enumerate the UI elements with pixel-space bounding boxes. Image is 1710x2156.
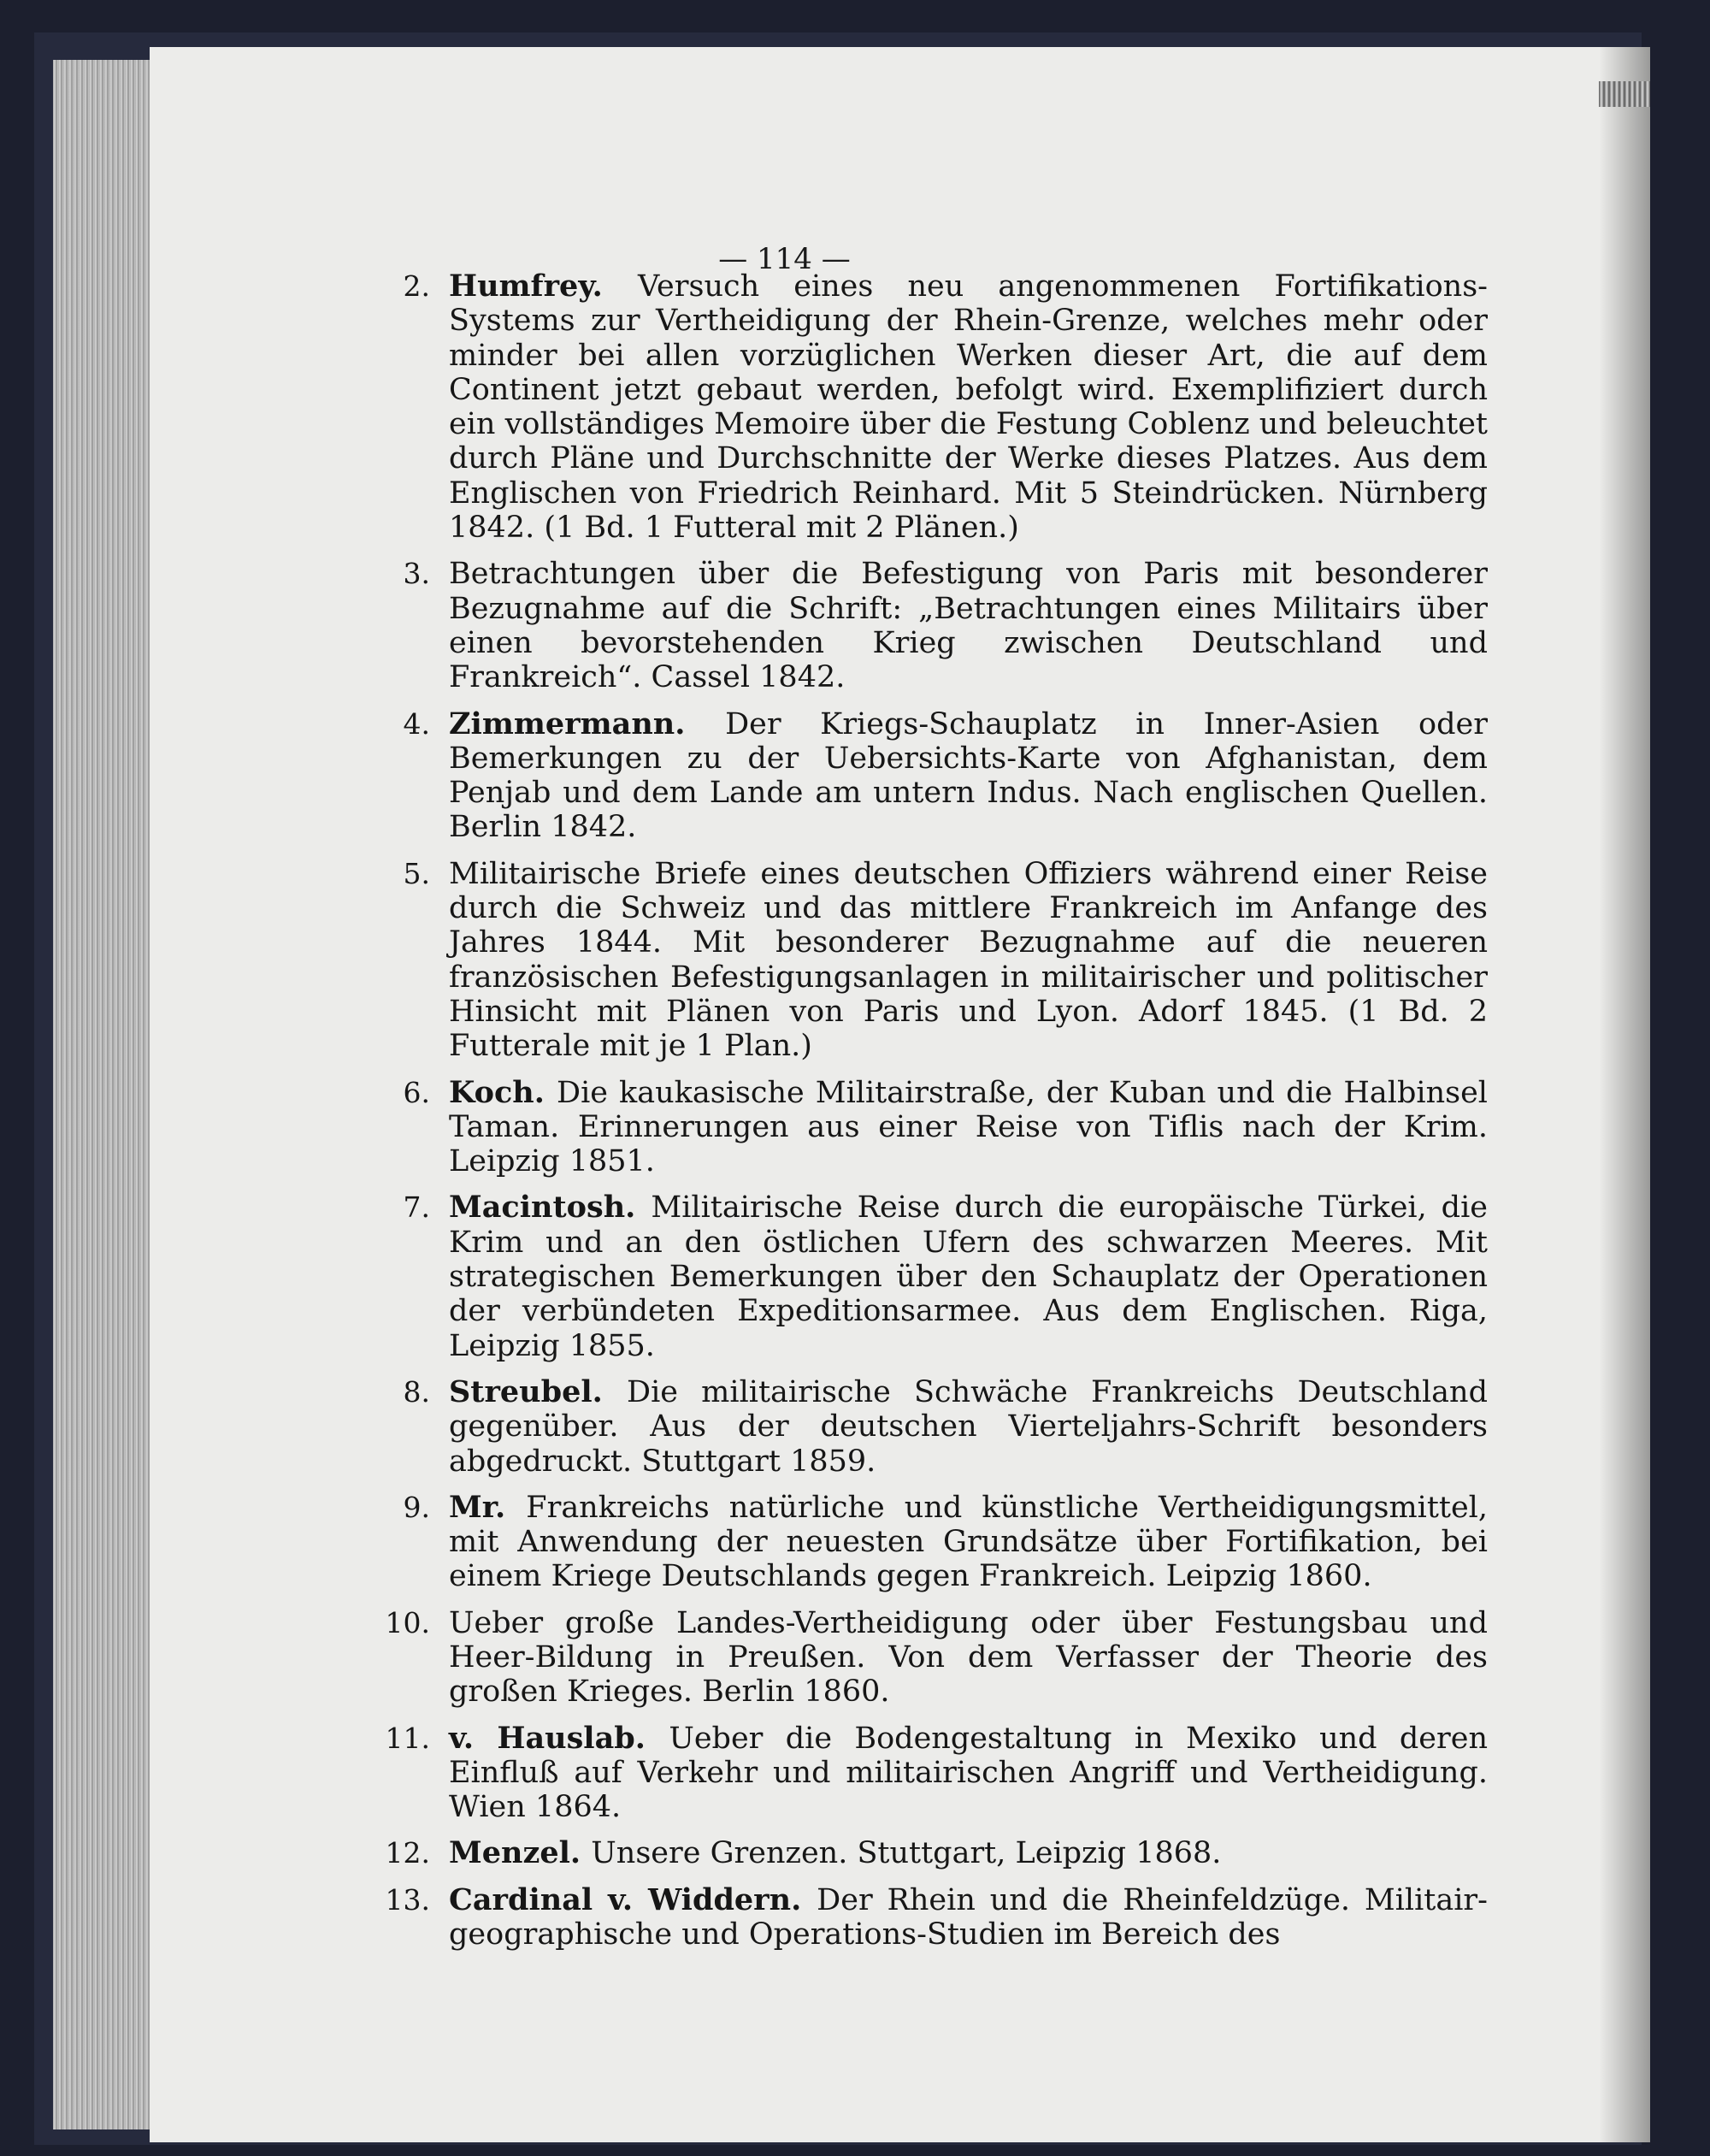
entry-number: 4.	[403, 706, 430, 741]
page-edges	[53, 60, 156, 2129]
spine-shadow	[1599, 47, 1650, 2142]
entry-text: Die kaukasische Militairstraße, der Kuban und die Halbinsel Taman. Erinnerungen aus einer Reise von Tiflis nach der Krim. Leipzig 1851.	[449, 1075, 1489, 1179]
list-item	[403, 1373, 1488, 1479]
entry-text: Ueber große Landes-Vertheidigung oder über Festungsbau und Heer-Bildung in Preußen. Von dem Verfasser der Theorie des großen Krieges. Berlin 1860.	[449, 1605, 1488, 1710]
entry-text: Militairische Briefe eines deutschen Offiziers während einer Reise durch die Schweiz und das mittlere Frankreich im Anfange des Jahres 1844. Mit besonderer Bezugnahme auf die neueren französischen Befestigungsanlagen in militairischer und politischer Hinsicht mit Plänen von Paris und Lyon. Adorf 1845. (1 Bd. 2 Futterale mit je 1 Plan.)	[449, 856, 1488, 1064]
list-item	[403, 269, 1488, 546]
list-item	[403, 1074, 1489, 1179]
entry-number: 7.	[403, 1190, 430, 1225]
list-item	[385, 1605, 1488, 1710]
list-item	[403, 557, 1488, 695]
entry-number: 10.	[385, 1605, 430, 1639]
entry-text: Ueber die Bodengestaltung in Mexiko und deren Einfluß auf Verkehr und militairischen Angriff und Vertheidigung. Wien 1864.	[449, 1721, 1489, 1825]
entry-text: Militairische Reise durch die europäische Türkei, die Krim und an den östlichen Ufern des schwarzen Meeres. Mit strategischen Bemerkungen über den Schauplatz der Operationen der verbündeten Expeditionsarmee. Aus dem Englischen. Riga, Leipzig 1855.	[449, 1190, 1488, 1363]
entry-number: 3.	[403, 557, 430, 591]
entry-number: 13.	[385, 1882, 430, 1917]
entry-number: 6.	[403, 1075, 430, 1109]
entry-author: v. Hauslab.	[449, 1720, 669, 1756]
entry-author: Koch.	[449, 1074, 557, 1110]
entry-number: 12.	[385, 1836, 430, 1870]
entry-text: Der Rhein und die Rheinfeldzüge. Militair-geographische und Operations-Studien im Bereich des	[449, 1882, 1488, 1952]
list-item	[403, 856, 1488, 1064]
entry-author: Macintosh.	[449, 1190, 652, 1226]
entry-number: 5.	[403, 856, 430, 890]
entry-author: Streubel.	[449, 1373, 628, 1409]
entry-text: Unsere Grenzen. Stuttgart, Leipzig 1868.	[591, 1836, 1222, 1871]
bibliography-list	[385, 269, 1489, 1964]
page-number: — 114 —	[718, 242, 851, 276]
entry-number: 11.	[385, 1721, 430, 1755]
entry-text: Betrachtungen über die Befestigung von Paris mit besonderer Bezugnahme auf die Schrift: „Betrachtungen eines Militairs über einen bevorstehenden Krieg zwischen Deutschland und Frankreich“. Cassel 1842.	[449, 557, 1488, 695]
entry-author: Menzel.	[449, 1835, 592, 1871]
list-item	[385, 1835, 1488, 1871]
entry-number: 8.	[403, 1374, 430, 1409]
list-item	[403, 1190, 1488, 1363]
list-item	[403, 1489, 1489, 1594]
entry-text: Frankreichs natürliche und künstliche Vertheidigungsmittel, mit Anwendung der neuesten Grundsätze über Fortifikation, bei einem Kriege Deutschlands gegen Frankreich. Leipzig 1860.	[449, 1490, 1489, 1594]
entry-number: 9.	[403, 1490, 430, 1524]
entry-text: Die militairische Schwäche Frankreichs Deutschland gegenüber. Aus der deutschen Vierteljahrs-Schrift besonders abgedruckt. Stuttgart 1859.	[449, 1374, 1488, 1479]
list-item	[385, 1720, 1489, 1825]
bookmark-ribbon	[1599, 81, 1650, 107]
entry-text: Versuch eines neu angenommenen Fortifikations-Systems zur Vertheidigung der Rhein-Grenze, welches mehr oder minder bei allen vorzüglichen Werken dieser Art, die auf dem Continent jetzt gebaut werden, befolgt wird. Exemplifiziert durch ein vollständiges Memoire über die Festung Coblenz und beleuchtet durch Pläne und Durchschnitte der Werke dieses Platzes. Aus dem Englischen von Friedrich Reinhard. Mit 5 Steindrücken. Nürnberg 1842. (1 Bd. 1 Futteral mit 2 Plänen.)	[449, 269, 1488, 546]
list-item	[403, 706, 1488, 845]
entry-author: Cardinal v. Widdern.	[449, 1881, 817, 1917]
entry-number: 2.	[403, 269, 430, 303]
entry-author: Humfrey.	[449, 269, 638, 304]
list-item	[385, 1881, 1488, 1952]
entry-text: Der Kriegs-Schauplatz in Inner-Asien oder Bemerkungen zu der Uebersichts-Karte von Afghanistan, dem Penjab und dem Lande am untern Indus. Nach englischen Quellen. Berlin 1842.	[449, 706, 1488, 845]
entry-author: Zimmermann.	[449, 706, 726, 741]
entry-author: Mr.	[449, 1489, 527, 1525]
